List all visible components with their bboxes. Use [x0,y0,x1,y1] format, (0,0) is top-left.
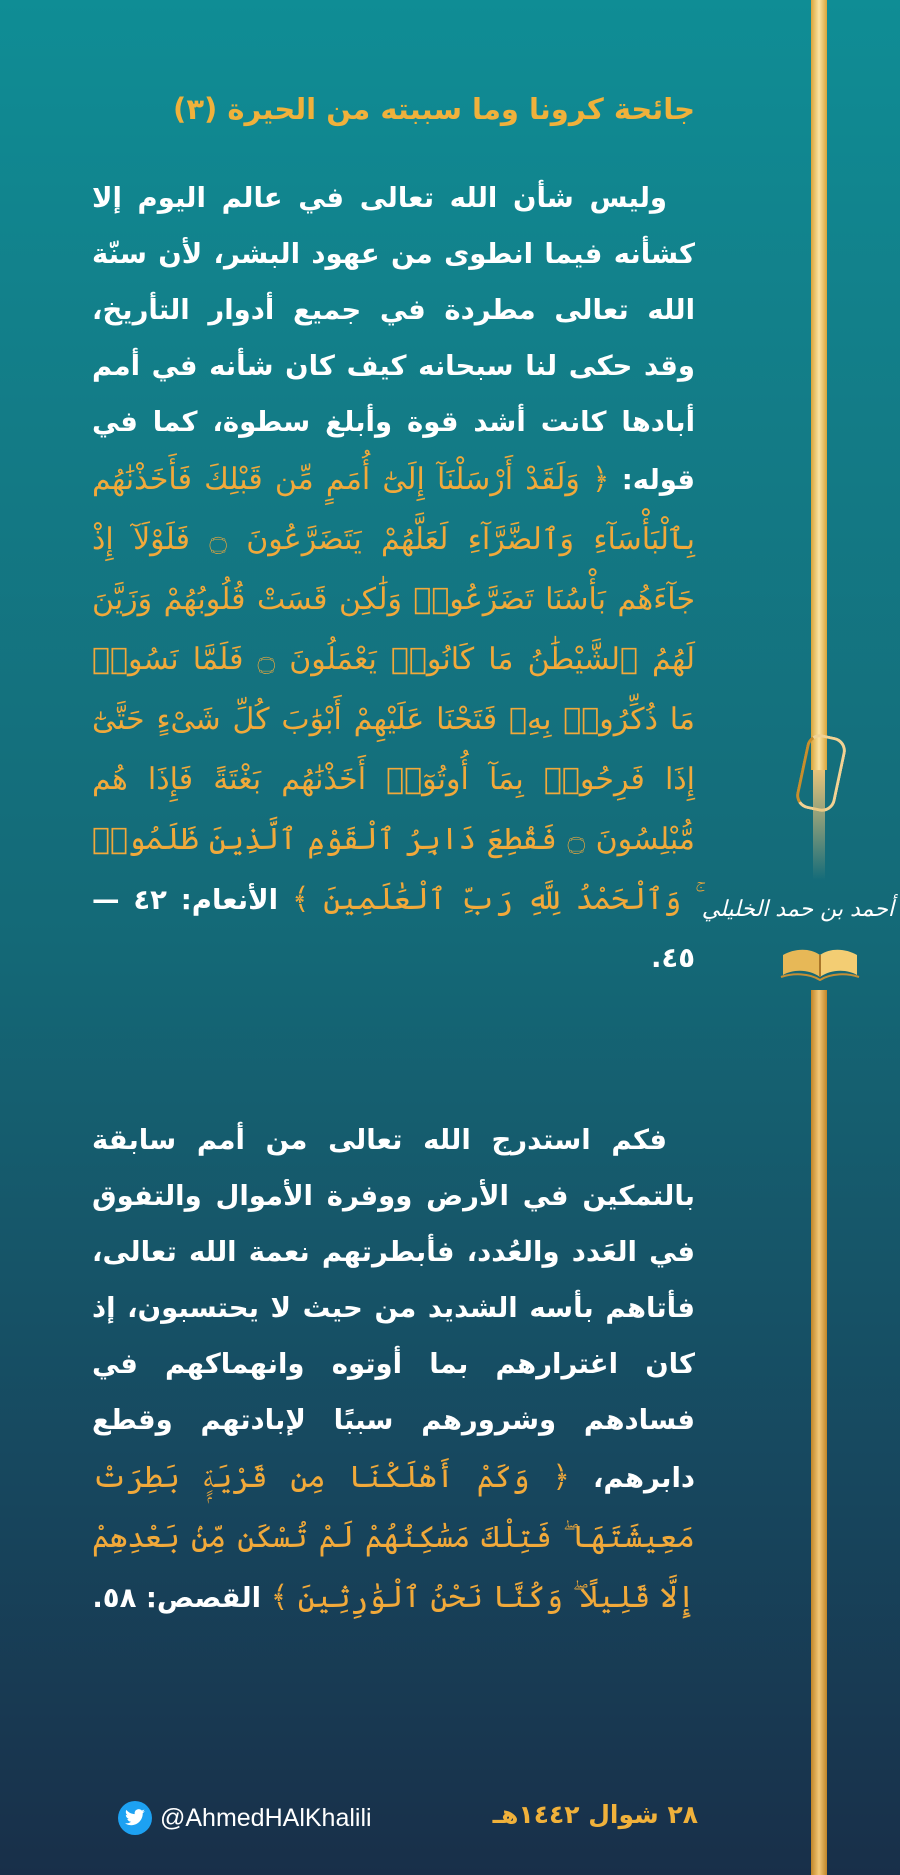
verse-1-reference: الأنعام: ٤٢ — ٤٥. [92,884,695,974]
twitter-bird-icon [118,1801,152,1835]
open-book-icon [779,945,861,981]
article-title: جائحة كرونا وما سببته من الحيرة (٣) [173,92,695,126]
twitter-handle-text: @AhmedHAlKhalili [160,1803,372,1832]
gold-rail-fade [813,770,825,880]
paragraph-2 [92,1112,695,1628]
hijri-date: ٢٨ شوال ١٤٤٢هـ [492,1800,698,1829]
twitter-handle-link[interactable] [118,1800,372,1836]
verse-2-reference: القصص: ٥٨. [92,1582,262,1614]
paragraph-1 [92,170,695,986]
quran-verse-2: ﴿ وَكَمْ أَهْلَكْنَا مِن قَرْيَةٍۭ بَطِرَتْ مَعِيشَتَهَا ۖ فَتِلْكَ مَسَٰكِنُهُمْ لَمْ تُسْكَن مِّنۢ بَعْدِهِمْ إِلَّا قَلِيلًا ۖ وَكُنَّا نَحْنُ ٱلْوَٰرِثِينَ ﴾ [92,1460,695,1615]
paragraph-2-text: فكم استدرج الله تعالى من أمم سابقة بالتمكين في الأرض ووفرة الأموال والتفوق في العَدد والعُدد، فأبطرتهم نعمة الله تعالى، فأتاهم بأسه الشديد من حيث لا يحتسبون، إذ كان اغترارهم بما أوتوه وانهماكهم في فسادهم وشرورهم سببًا لإبادتهم وقطع دابرهم، [92,1124,695,1494]
gold-rail-bottom [811,990,827,1875]
paragraph-1-text: وليس شأن الله تعالى في عالم اليوم إلا كشأنه فيما انطوى من عهود البشر، لأن سنّة الله تعالى مطردة في جميع أدوار التأريخ، وقد حكى لنا سبحانه كيف كان شأنه في أمم أبادها كانت أشد قوة وأبلغ سطوة، كما في قوله: [92,182,696,496]
author-signature: أحمد بن حمد الخليلي [701,897,894,922]
gold-rail-top [811,0,827,770]
quran-verse-1: ﴿ وَلَقَدْ أَرْسَلْنَآ إِلَىٰٓ أُمَمٍ مِّن قَبْلِكَ فَأَخَذْنَٰهُم بِٱلْبَأْسَآءِ وَٱلضَّرَّآءِ لَعَلَّهُمْ يَتَضَرَّعُونَ ۝ فَلَوْلَآ إِذْ جَآءَهُم بَأْسُنَا تَضَرَّعُوا۟ وَلَٰكِن قَسَتْ قُلُوبُهُمْ وَزَيَّنَ لَهُمُ ٱلشَّيْطَٰنُ مَا كَانُوا۟ يَعْمَلُونَ ۝ فَلَمَّا نَسُوا۟ مَا ذُكِّرُوا۟ بِهِۦ فَتَحْنَا عَلَيْهِمْ أَبْوَٰبَ كُلِّ شَىْءٍ حَتَّىٰٓ إِذَا فَرِحُوا۟ بِمَآ أُوتُوٓا۟ أَخَذْنَٰهُم بَغْتَةً فَإِذَا هُم مُّبْلِسُونَ ۝ فَقُطِعَ دَابِرُ ٱلْقَوْمِ ٱلَّذِينَ ظَلَمُوا۟ ۚ وَٱلْحَمْدُ لِلَّهِ رَبِّ ٱلْعَٰلَمِينَ ﴾ [92,462,695,917]
